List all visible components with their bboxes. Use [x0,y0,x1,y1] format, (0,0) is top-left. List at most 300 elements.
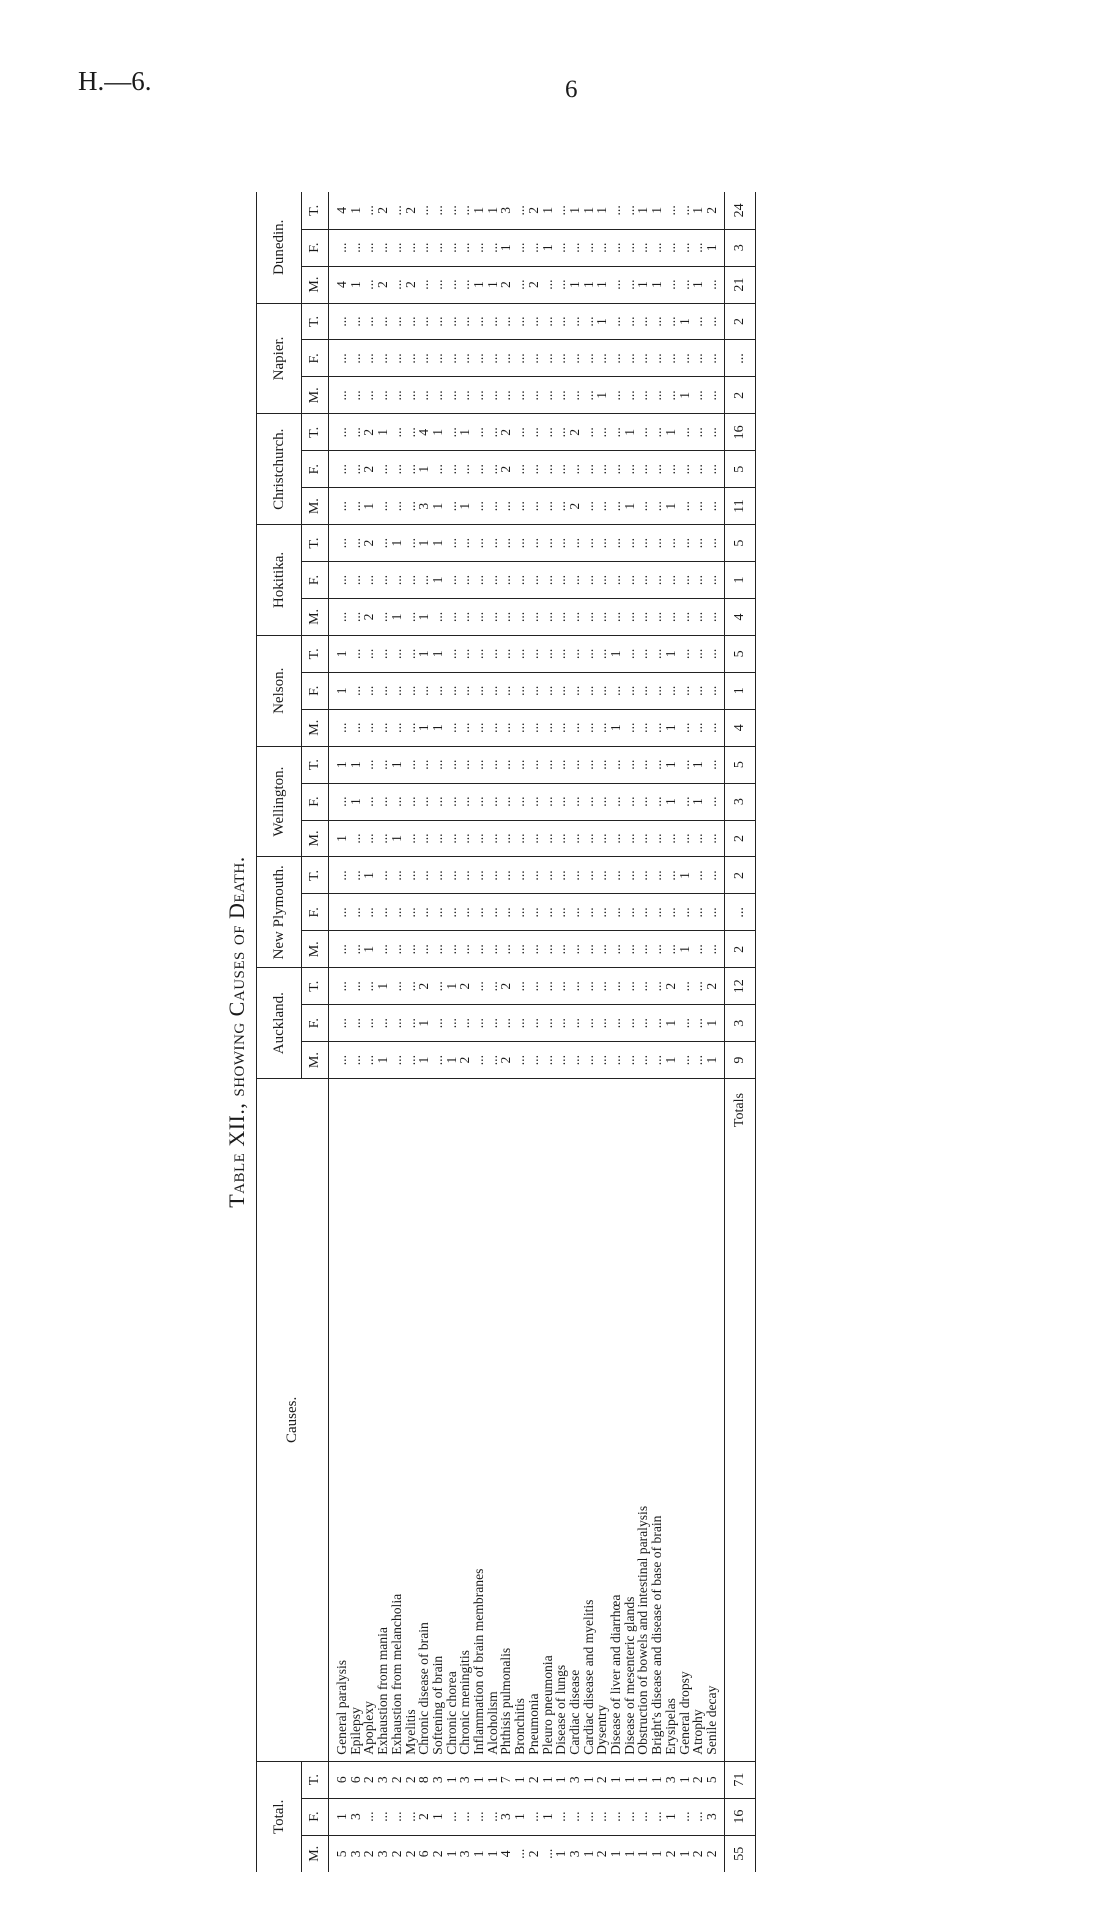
district-cell: ... [349,635,363,672]
district-cell: ... [595,451,609,488]
district-cell: ... [541,1005,555,1042]
district-cell: ... [609,525,623,562]
district-cell: ... [541,672,555,709]
district-cell: 1 [349,783,363,820]
total-cell: 2 [402,1850,418,1858]
district-cell: ... [554,562,568,599]
district-cell: ... [609,672,623,709]
district-cell: ... [417,340,431,377]
district-cell: 1 [417,525,431,562]
district-cell: ... [349,414,363,451]
district-cell: ... [678,192,692,229]
total-cell: ... [623,1798,637,1835]
district-cell: ... [582,857,596,894]
district-cell: ... [568,377,582,414]
district-cell: ... [417,857,431,894]
total-cell: 3 [376,1761,390,1798]
district-cell: ... [636,1042,650,1079]
district-cell: ... [650,488,664,525]
district-cell: ... [609,783,623,820]
sex-header: T. [302,1761,329,1798]
total-cell: ... [445,1798,459,1835]
district-cell: ... [609,931,623,968]
district-cell: ... [486,340,500,377]
sex-header: T. [302,746,329,783]
district-cell: ... [376,451,390,488]
district-cell: ... [664,894,678,931]
district-cell: ... [445,377,459,414]
district-cell: ... [458,783,472,820]
district-cell: ... [691,709,705,746]
cause-name: Alcoholism [484,1691,500,1755]
sex-header: T. [302,525,329,562]
district-cell: ... [404,820,418,857]
totals-cell: 3 [724,783,755,820]
district-cell: 2 [499,1042,513,1079]
district-cell: ... [554,1005,568,1042]
district-cell: 1 [390,525,404,562]
district-cell: ... [431,820,445,857]
district-cell: ... [417,931,431,968]
district-cell: ... [527,820,541,857]
district-cell: 1 [376,1042,390,1079]
district-cell: ... [568,931,582,968]
district-cell: 1 [541,192,555,229]
district-cell: ... [623,1042,637,1079]
total-cell: 1 [471,1850,487,1858]
cause-cell [417,1079,431,1762]
district-cell: ... [499,709,513,746]
district-cell: ... [445,672,459,709]
district-cell: ... [678,414,692,451]
district-cell: 2 [499,266,513,303]
district-cell: ... [458,340,472,377]
district-cell: ... [664,820,678,857]
district-cell: 1 [691,192,705,229]
table-row [329,192,349,1872]
district-cell: ... [582,525,596,562]
district-cell: 1 [678,303,692,340]
district-cell: ... [554,931,568,968]
district-cell: ... [329,857,349,894]
district-cell: ... [568,968,582,1005]
district-cell: ... [362,820,376,857]
table-row [705,192,724,1872]
district-cell: ... [458,746,472,783]
district-cell: ... [636,894,650,931]
total-cell: ... [609,1798,623,1835]
total-cell: 1 [621,1850,637,1858]
district-cell: ... [472,598,486,635]
district-cell: ... [349,340,363,377]
district-cell: 2 [404,266,418,303]
total-cell: 2 [690,1850,706,1858]
district-cell: ... [362,672,376,709]
district-cell: ... [527,303,541,340]
total-cell: ... [527,1798,541,1835]
district-cell: ... [568,783,582,820]
cause-cell [362,1079,376,1762]
table-caption-main: Causes of Death. [224,856,249,1017]
cause-cell [582,1079,596,1762]
district-cell: ... [554,894,568,931]
district-cell: ... [329,1005,349,1042]
district-cell: ... [376,820,390,857]
table-row [472,192,486,1872]
district-cell: ... [609,192,623,229]
district-cell: 1 [664,1042,678,1079]
cause-cell [609,1079,623,1762]
district-cell: ... [582,931,596,968]
sex-header: M. [302,1835,329,1872]
district-cell: ... [650,303,664,340]
district-cell: ... [541,451,555,488]
district-cell: 1 [390,598,404,635]
cause-name: Chronic meningitis [457,1650,473,1755]
district-cell: 2 [362,451,376,488]
district-cell: ... [362,1042,376,1079]
district-cell: ... [390,562,404,599]
district-cell: ... [554,525,568,562]
district-cell: ... [499,1005,513,1042]
district-cell: ... [362,1005,376,1042]
district-cell: ... [582,598,596,635]
district-cell: ... [458,931,472,968]
district-cell: ... [636,340,650,377]
table-caption-prefix: Table XII., showing [224,1016,249,1208]
cause-cell [499,1079,513,1762]
district-cell: ... [472,635,486,672]
cause-name: General paralysis [334,1659,349,1755]
district-cell: ... [650,229,664,266]
district-cell: ... [541,525,555,562]
district-cell: ... [349,709,363,746]
total-cell: 2 [525,1850,541,1858]
district-cell: ... [554,488,568,525]
total-cell: ... [650,1798,664,1835]
district-cell: ... [691,414,705,451]
district-cell: ... [376,857,390,894]
sex-header: M. [302,820,329,857]
district-cell: ... [513,192,527,229]
district-cell: ... [486,783,500,820]
district-cell: ... [678,894,692,931]
district-cell: ... [691,229,705,266]
total-cell: 2 [429,1850,445,1858]
district-cell: ... [472,377,486,414]
district-cell: ... [691,931,705,968]
cause-cell [595,1079,609,1762]
district-cell: ... [705,377,724,414]
district-cell: ... [362,340,376,377]
district-cell: ... [499,635,513,672]
district-cell: ... [349,525,363,562]
district-cell: ... [650,931,664,968]
district-cell: ... [541,488,555,525]
district-cell: ... [541,709,555,746]
cause-cell [636,1079,650,1762]
district-cell: 1 [636,266,650,303]
district-cell: ... [376,488,390,525]
district-cell: ... [595,746,609,783]
district-cell: ... [623,709,637,746]
district-cell: ... [445,488,459,525]
district-header-wellington: Wellington. [257,746,302,857]
district-cell: ... [431,931,445,968]
district-cell: ... [582,1042,596,1079]
district-cell: ... [664,931,678,968]
district-cell: ... [329,525,349,562]
district-cell: ... [541,414,555,451]
district-cell: ... [678,598,692,635]
district-cell: ... [513,746,527,783]
totals-cell: 4 [724,598,755,635]
totals-cell: 21 [724,266,755,303]
cause-cell [376,1079,390,1762]
district-cell: ... [554,377,568,414]
district-cell: ... [349,857,363,894]
district-cell: ... [329,894,349,931]
total-cell: 1 [554,1761,568,1798]
sex-header: M. [302,931,329,968]
totals-cell: 2 [724,303,755,340]
district-cell: 1 [705,1005,724,1042]
district-cell: ... [431,968,445,1005]
district-cell: ... [329,968,349,1005]
district-cell: ... [390,635,404,672]
district-cell: ... [664,562,678,599]
district-cell: ... [678,229,692,266]
district-cell: 1 [458,488,472,525]
district-cell: ... [554,857,568,894]
district-cell: 1 [623,488,637,525]
district-cell: 2 [664,968,678,1005]
district-cell: ... [376,377,390,414]
district-cell: ... [664,598,678,635]
district-cell: ... [582,451,596,488]
sex-header: M. [302,266,329,303]
total-cell: 1 [443,1850,459,1858]
district-cell: ... [554,266,568,303]
total-cell: ... [568,1798,582,1835]
district-cell: ... [623,192,637,229]
district-cell: ... [362,635,376,672]
district-cell: ... [691,562,705,599]
district-cell: ... [445,746,459,783]
district-cell: ... [541,562,555,599]
district-cell: 1 [417,1042,431,1079]
district-cell: ... [513,857,527,894]
total-cell: 1 [636,1761,650,1798]
district-cell: ... [349,562,363,599]
sex-header: T. [302,968,329,1005]
district-cell: ... [445,192,459,229]
district-cell: ... [458,377,472,414]
district-cell: ... [458,229,472,266]
district-cell: ... [445,783,459,820]
district-cell: ... [349,451,363,488]
district-cell: ... [691,820,705,857]
district-cell: ... [623,303,637,340]
district-cell: ... [445,340,459,377]
district-cell: ... [527,562,541,599]
district-cell: ... [486,894,500,931]
district-cell: ... [527,931,541,968]
district-cell: ... [595,1042,609,1079]
cause-cell [664,1079,678,1762]
district-cell: 1 [650,266,664,303]
total-cell: ... [691,1798,705,1835]
district-cell: ... [445,1005,459,1042]
district-cell: ... [329,451,349,488]
cause-name: Exhaustion from mania [375,1627,391,1755]
district-cell: ... [499,562,513,599]
district-cell: ... [582,820,596,857]
district-cell: ... [458,672,472,709]
district-cell: ... [417,266,431,303]
district-cell: ... [595,229,609,266]
total-cell: 3 [349,1798,363,1835]
district-cell: 2 [568,414,582,451]
district-cell: ... [499,377,513,414]
totals-cell: 12 [724,968,755,1005]
district-cell: ... [650,377,664,414]
cause-cell [678,1079,692,1762]
district-cell: ... [705,525,724,562]
district-cell: ... [376,303,390,340]
district-cell: ... [582,672,596,709]
totals-cell: 9 [724,1042,755,1079]
district-cell: ... [458,562,472,599]
cause-cell [541,1079,555,1762]
sex-header: M. [302,488,329,525]
district-cell: ... [527,377,541,414]
district-cell: ... [499,303,513,340]
cause-cell [390,1079,404,1762]
district-cell: ... [650,340,664,377]
district-cell: ... [499,894,513,931]
district-cell: ... [329,709,349,746]
total-cell: ... [554,1798,568,1835]
district-cell: ... [650,525,664,562]
district-cell: 1 [705,229,724,266]
district-cell: ... [609,562,623,599]
district-cell: ... [458,857,472,894]
district-cell: ... [349,820,363,857]
district-cell: ... [582,229,596,266]
total-cell: 6 [349,1761,363,1798]
district-cell: ... [472,340,486,377]
district-cell: 1 [390,820,404,857]
district-cell: ... [404,1042,418,1079]
district-cell: 1 [499,229,513,266]
table-row [431,192,445,1872]
cause-name: Chronic disease of brain [416,1622,432,1755]
district-cell: 1 [595,377,609,414]
table-row [554,192,568,1872]
district-cell: ... [404,857,418,894]
district-cell: ... [691,451,705,488]
totals-cell: 11 [724,488,755,525]
district-header-napier: Napier. [257,303,302,414]
district-cell: ... [595,488,609,525]
district-cell: ... [376,340,390,377]
district-cell: ... [664,451,678,488]
totals-cell: 2 [724,857,755,894]
district-cell: ... [678,488,692,525]
district-cell: ... [568,1005,582,1042]
district-cell: ... [458,635,472,672]
district-cell: ... [636,783,650,820]
sex-header: M. [302,1042,329,1079]
district-cell: ... [568,451,582,488]
district-cell: ... [582,377,596,414]
total-cell: 3 [705,1798,724,1835]
total-cell: 2 [594,1850,610,1858]
district-cell: ... [664,525,678,562]
total-cell: 1 [608,1850,624,1858]
district-cell: ... [513,562,527,599]
district-cell: ... [691,894,705,931]
district-cell: ... [445,820,459,857]
district-cell: ... [691,968,705,1005]
district-cell: ... [582,414,596,451]
district-cell: ... [609,1042,623,1079]
district-cell: ... [376,709,390,746]
district-cell: ... [431,266,445,303]
district-cell: ... [527,709,541,746]
cause-cell [623,1079,637,1762]
district-cell: ... [636,229,650,266]
district-cell: ... [445,266,459,303]
district-cell: 1 [445,968,459,1005]
district-cell: ... [417,377,431,414]
district-cell: ... [431,857,445,894]
cause-name: Pleuro pneumonia [539,1655,555,1755]
total-cell: ... [539,1848,555,1859]
district-cell: ... [486,635,500,672]
total-cell: 1 [329,1798,349,1835]
district-cell: ... [376,635,390,672]
district-cell: 1 [678,857,692,894]
district-cell: ... [431,377,445,414]
causes-header: Causes. [257,1079,329,1762]
total-cell: 1 [582,1761,596,1798]
district-cell: ... [513,783,527,820]
sex-header: F. [302,894,329,931]
district-cell: ... [376,1005,390,1042]
district-cell: ... [527,783,541,820]
district-cell: 1 [349,192,363,229]
district-cell: ... [431,340,445,377]
district-cell: ... [513,709,527,746]
district-cell: ... [705,709,724,746]
district-cell: ... [513,451,527,488]
district-cell: ... [431,303,445,340]
district-cell: ... [636,488,650,525]
district-cell: 1 [417,635,431,672]
district-cell: ... [568,1042,582,1079]
district-cell: ... [513,931,527,968]
district-cell: ... [595,857,609,894]
district-cell: ... [691,857,705,894]
table-row [678,192,692,1872]
district-cell: ... [458,266,472,303]
district-cell: ... [678,746,692,783]
district-cell: ... [664,340,678,377]
total-cell: 1 [513,1798,527,1835]
district-cell: ... [554,783,568,820]
